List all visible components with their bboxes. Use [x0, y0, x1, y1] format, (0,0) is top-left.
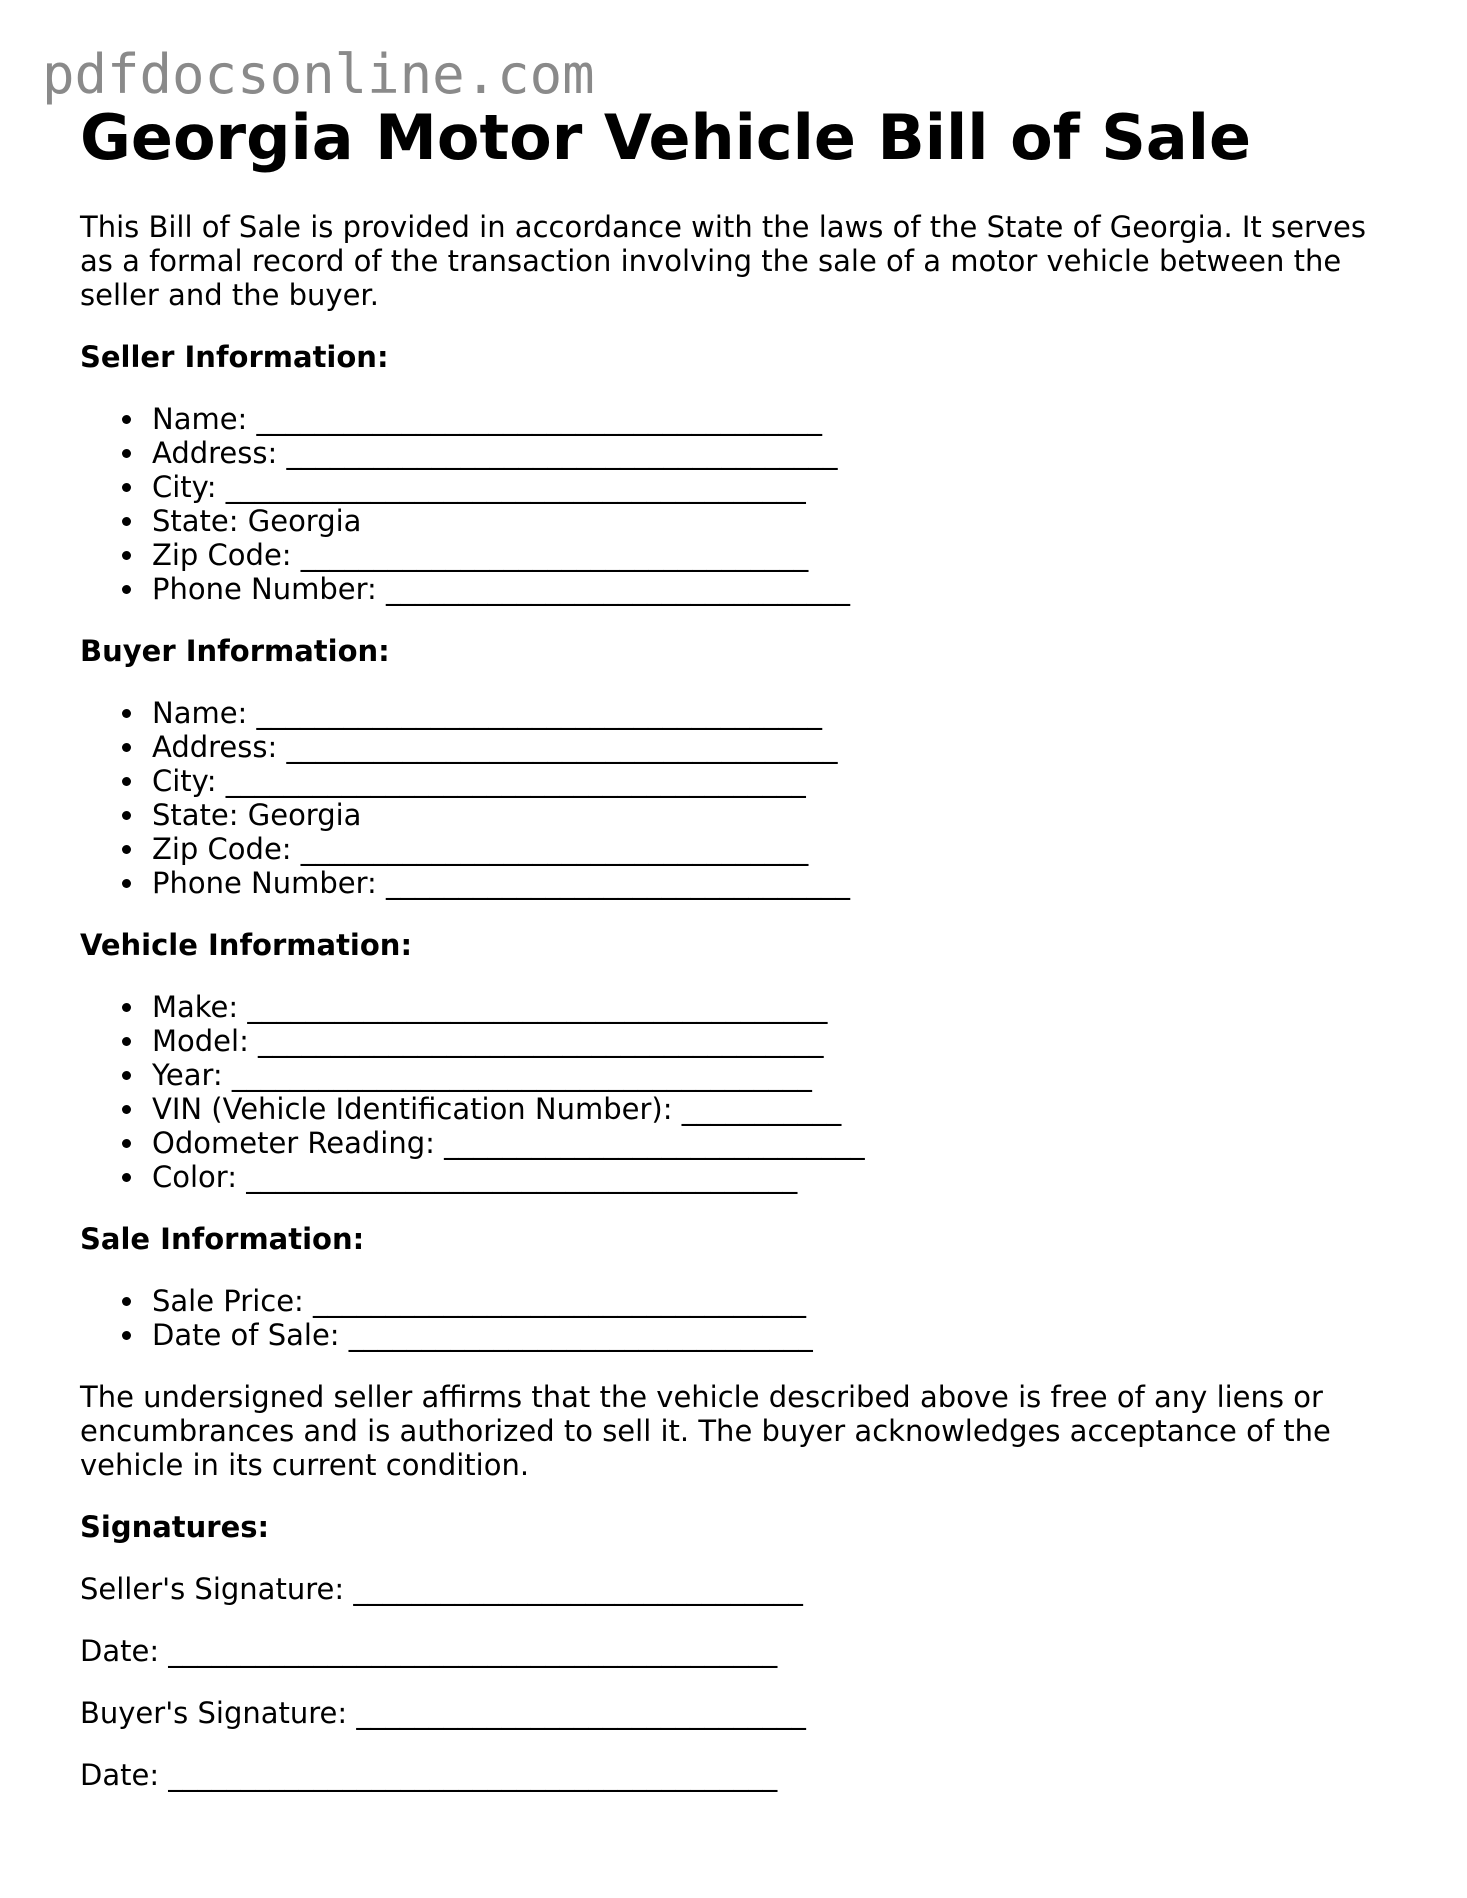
buyer-info-list — [80, 696, 1380, 900]
buyer-phone-field[interactable]: Phone Number: ________________________________ — [152, 866, 1380, 900]
buyer-zip-field[interactable]: Zip Code: ___________________________________ — [152, 832, 1380, 866]
vehicle-vin-field[interactable]: VIN (Vehicle Identification Number): ___________ — [152, 1092, 1380, 1126]
vehicle-odometer-field[interactable]: Odometer Reading: _____________________________ — [152, 1126, 1380, 1160]
buyer-name-field[interactable]: Name: _______________________________________ — [152, 696, 1380, 730]
seller-city-field[interactable]: City: ________________________________________ — [152, 470, 1380, 504]
buyer-address-field[interactable]: Address: ______________________________________ — [152, 730, 1380, 764]
buyer-city-field[interactable]: City: ________________________________________ — [152, 764, 1380, 798]
seller-section-heading: Seller Information: — [80, 340, 389, 374]
seller-date-line[interactable]: Date: __________________________________________ — [80, 1634, 778, 1668]
vehicle-make-field[interactable]: Make: ________________________________________ — [152, 990, 1380, 1024]
vehicle-color-field[interactable]: Color: ______________________________________ — [152, 1160, 1380, 1194]
document-body — [80, 102, 1380, 1792]
seller-info-list — [80, 402, 1380, 606]
seller-name-field[interactable]: Name: _______________________________________ — [152, 402, 1380, 436]
vehicle-info-list — [80, 990, 1380, 1194]
vehicle-section-heading: Vehicle Information: — [80, 928, 413, 962]
intro-paragraph: This Bill of Sale is provided in accordance with the laws of the State of Georgia. It serves as a formal record of the transaction involving the sale of a motor vehicle between the seller and the buyer. — [80, 210, 1367, 312]
seller-signature-line[interactable]: Seller's Signature: _______________________________ — [80, 1572, 803, 1606]
sale-info-list — [80, 1284, 1380, 1352]
sale-price-field[interactable]: Sale Price: __________________________________ — [152, 1284, 1380, 1318]
buyer-date-line[interactable]: Date: __________________________________________ — [80, 1758, 778, 1792]
page-title: Georgia Motor Vehicle Bill of Sale — [80, 101, 1252, 174]
seller-phone-field[interactable]: Phone Number: ________________________________ — [152, 572, 1380, 606]
vehicle-model-field[interactable]: Model: _______________________________________ — [152, 1024, 1380, 1058]
seller-zip-field[interactable]: Zip Code: ___________________________________ — [152, 538, 1380, 572]
buyer-section-heading: Buyer Information: — [80, 634, 390, 668]
vehicle-year-field[interactable]: Year: ________________________________________ — [152, 1058, 1380, 1092]
watermark: pdfdocsonline.com — [42, 43, 595, 106]
seller-address-field[interactable]: Address: ______________________________________ — [152, 436, 1380, 470]
sale-date-field[interactable]: Date of Sale: ________________________________ — [152, 1318, 1380, 1352]
buyer-signature-line[interactable]: Buyer's Signature: _______________________________ — [80, 1696, 806, 1730]
seller-state-field: State: Georgia — [152, 504, 1380, 538]
affirmation-paragraph: The undersigned seller affirms that the vehicle described above is free of any liens or encumbrances and is authorized to sell it. The buyer acknowledges acceptance of the vehicle in its current condition. — [80, 1380, 1331, 1482]
buyer-state-field: State: Georgia — [152, 798, 1380, 832]
sale-section-heading: Sale Information: — [80, 1222, 365, 1256]
signatures-section-heading: Signatures: — [80, 1510, 270, 1544]
